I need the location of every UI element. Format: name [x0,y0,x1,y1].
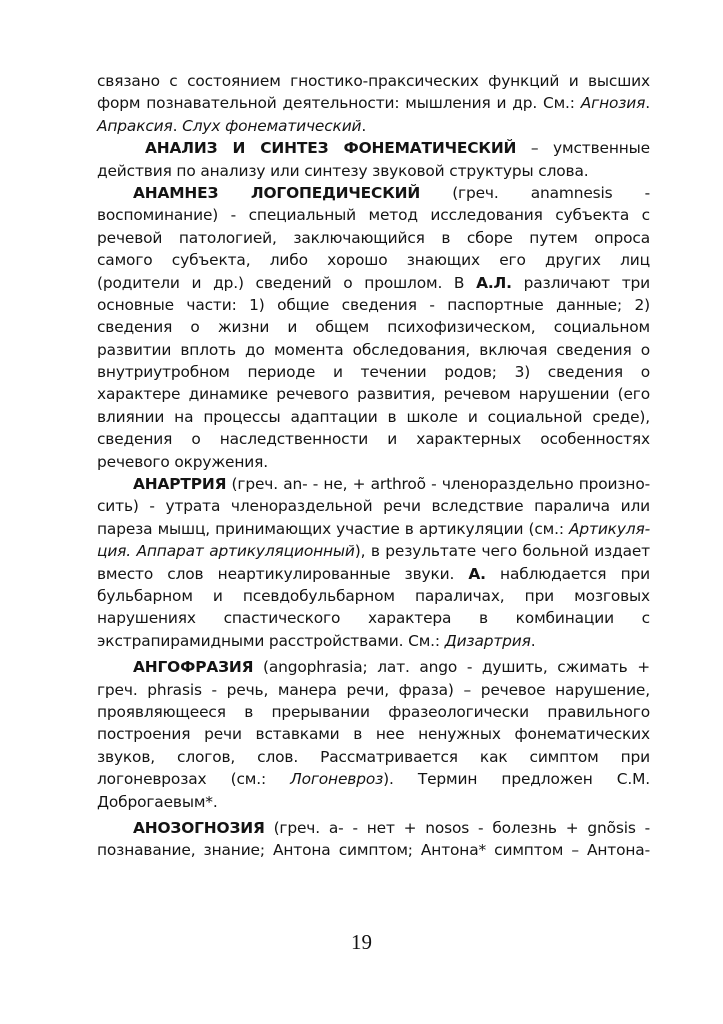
text-line: форм познавательной деятельности: мышления и др. См.: Агнозия. [97,94,650,113]
text-line: внутриутробном периоде и течении родов; 3) сведения о [97,363,650,382]
text-line: самого субъекта, либо хорошо знающих его других лиц [97,251,650,270]
text-line: построения речи вставками в нее ненужных фонематических [97,725,650,744]
text-line: основные части: 1) общие сведения - паспортные данные; 2) [97,295,650,314]
text-line: греч. phrasis - речь, манера речи, фраза) – речевое нарушение, [97,680,650,699]
text-line: развитии вплоть до момента обследования, включая сведения о [97,340,650,359]
text-line: сведения о жизни и общем психофизическом, социальном [97,318,650,337]
entry-analiz-i-sintez [97,137,650,182]
text-line: (родители и др.) сведений о прошлом. В А.Л. различают три [97,273,650,292]
text-line: сить) - утрата членораздельной речи вследствие паралича или [97,497,650,516]
text-line: звуков, слогов, слов. Рассматривается как симптом при [97,747,650,766]
page-body-text [97,70,650,862]
entry-angofrazia [97,656,650,813]
text-line: АНАМНЕЗ ЛОГОПЕДИЧЕСКИЙ (греч. anamnesis - [133,183,651,202]
text-line: экстрапирамидными расстройствами. См.: Дизартрия. [97,631,536,650]
entry-term: АНАЛИЗ И СИНТЕЗ ФОНЕМАТИЧЕСКИЙ [145,139,517,158]
text-line: АНАРТРИЯ (греч. an- - не, + arthroõ - членораздельно произно- [133,475,650,494]
entry-term: АНОЗОГНОЗИЯ [133,818,265,837]
text-line: речевого окружения. [97,452,268,471]
text-line: нарушениях спастического характера в комбинации с [97,609,650,628]
text-line: АНОЗОГНОЗИЯ (греч. a- - нет + nosos - болезнь + gnõsis - [133,818,650,837]
paragraph-continuation [97,70,650,137]
text-line: речевой патологией, заключающийся в сборе путем опроса [97,228,650,247]
text-line: сведения о наследственности и характерных особенностях [97,430,650,449]
entry-term: АНГОФРАЗИЯ [133,658,254,677]
entry-anartria [97,473,650,652]
text-line: бульбарном и псевдобульбарном параличах, при мозговых [97,586,650,605]
text-line: характере динамике речевого развития, речевом нарушении (его [97,385,650,404]
text-line: АНГОФРАЗИЯ (angophrasia; лат. ango - душить, сжимать + [133,658,650,677]
text-line: влиянии на процессы адаптации в школе и социальной среде), [97,407,650,426]
entry-anamnez [97,182,650,473]
entry-anozognozia [97,817,650,862]
text-line: познавание, знание; Антона симптом; Антона* симптом – Антона- [97,841,650,860]
text-line: Доброгаевым*. [97,792,218,811]
text-line: связано с состоянием гностико-праксических функций и высших [97,72,650,90]
entry-term: АНАРТРИЯ [133,475,227,494]
text-line: пареза мышц, принимающих участие в артикуляции (см.: Артикуля- [97,519,650,538]
text-line: действия по анализу или синтезу звуковой структуры слова. [97,161,589,180]
text-line: вместо слов неартикулированные звуки. А. наблюдается при [97,564,650,583]
text-line: воспоминание) - специальный метод исследования субъекта с [97,206,650,225]
page-number: 19 [351,930,372,954]
text-line: АНАЛИЗ И СИНТЕЗ ФОНЕМАТИЧЕСКИЙ – умственные [145,139,650,158]
text-line: проявляющееся в прерывании фразеологически правильного [97,702,650,721]
text-line: логоневрозах (см.: Логоневроз). Термин предложен С.М. [97,770,650,789]
text-line: ция. Аппарат артикуляционный), в результате чего больной издает [97,542,650,561]
entry-term: АНАМНЕЗ ЛОГОПЕДИЧЕСКИЙ [133,183,421,202]
text-line: Апраксия. Слух фонематический. [97,116,367,135]
